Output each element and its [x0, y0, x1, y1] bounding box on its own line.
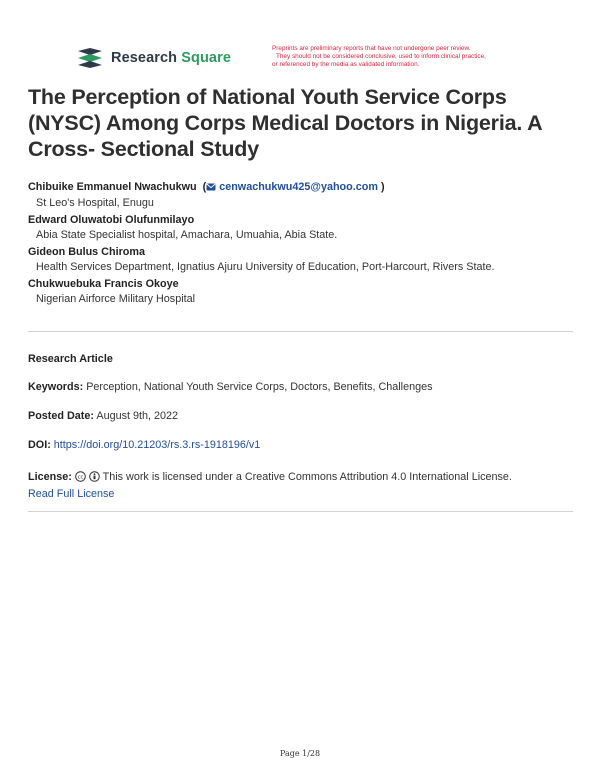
- paper-title: The Perception of National Youth Service Corps (NYSC) Among Corps Medical Doctors in Nigeria. A Cross- Sectional Study: [28, 85, 542, 161]
- author-affiliation: Nigerian Airforce Military Hospital: [36, 293, 196, 305]
- author-entry: [28, 180, 576, 211]
- creative-commons-icon: [75, 471, 86, 487]
- author-affiliation: St Leo's Hospital, Enugu: [36, 197, 154, 209]
- doi-row: [28, 438, 576, 453]
- section-divider: [28, 331, 573, 332]
- license-row: [28, 470, 576, 502]
- posted-date-value: August 9th, 2022: [96, 410, 179, 422]
- author-email-link[interactable]: cenwachukwu425@yahoo.com: [219, 181, 378, 193]
- posted-date-label: Posted Date:: [28, 410, 94, 422]
- author-name: Gideon Bulus Chiroma: [28, 246, 145, 258]
- section-divider: [28, 511, 573, 512]
- doi-link[interactable]: https://doi.org/10.21203/rs.3.rs-1918196/v1: [53, 439, 261, 451]
- article-type-value: Research Article: [28, 353, 113, 365]
- author-name-line: Chibuike Emmanuel Nwachukwu ( cenwachukwu425@yahoo.com ): [28, 180, 576, 196]
- research-square-logo-icon: [76, 47, 104, 69]
- mail-icon: [206, 181, 216, 196]
- license-text: This work is licensed under a Creative Commons Attribution 4.0 International License.: [102, 471, 512, 483]
- brand-name: [111, 50, 231, 66]
- posted-date-row: [28, 409, 576, 424]
- keywords-row: [28, 380, 576, 395]
- author-name: Edward Oluwatobi Olufunmilayo: [28, 214, 195, 226]
- attribution-icon: [89, 471, 100, 487]
- page-header: [76, 45, 536, 75]
- svg-text:cc: cc: [77, 474, 84, 481]
- author-affiliation: Health Services Department, Ignatius Ajuru University of Education, Port-Harcourt, Rivers State.: [36, 261, 495, 273]
- author-affiliation: Abia State Specialist hospital, Amachara, Umuahia, Abia State.: [36, 229, 338, 241]
- keywords-value: Perception, National Youth Service Corps, Doctors, Benefits, Challenges: [86, 381, 433, 393]
- keywords-label: Keywords:: [28, 381, 84, 393]
- preprint-disclaimer: [272, 45, 542, 69]
- author-name: Chibuike Emmanuel Nwachukwu: [28, 181, 197, 193]
- read-full-license-link[interactable]: Read Full License: [28, 488, 115, 500]
- brand-name-accent: Square: [181, 50, 231, 66]
- author-list: [28, 180, 576, 309]
- doi-label: DOI:: [28, 439, 51, 451]
- license-label: License:: [28, 471, 72, 483]
- brand-name-primary: Research: [111, 50, 178, 66]
- author-entry: [28, 213, 576, 243]
- preprint-disclaimer-line: They should not be considered conclusive, used to inform clinical practice,: [276, 53, 486, 60]
- article-type: [28, 352, 576, 367]
- preprint-disclaimer-line: or referenced by the media as validated information.: [272, 61, 420, 68]
- preprint-disclaimer-line: Preprints are preliminary reports that have not undergone peer review.: [272, 45, 471, 52]
- research-square-logo[interactable]: [76, 47, 231, 69]
- author-entry: [28, 277, 576, 307]
- author-entry: [28, 245, 576, 275]
- author-name: Chukwuebuka Francis Okoye: [28, 278, 179, 290]
- page-number: Page 1/28: [279, 749, 321, 758]
